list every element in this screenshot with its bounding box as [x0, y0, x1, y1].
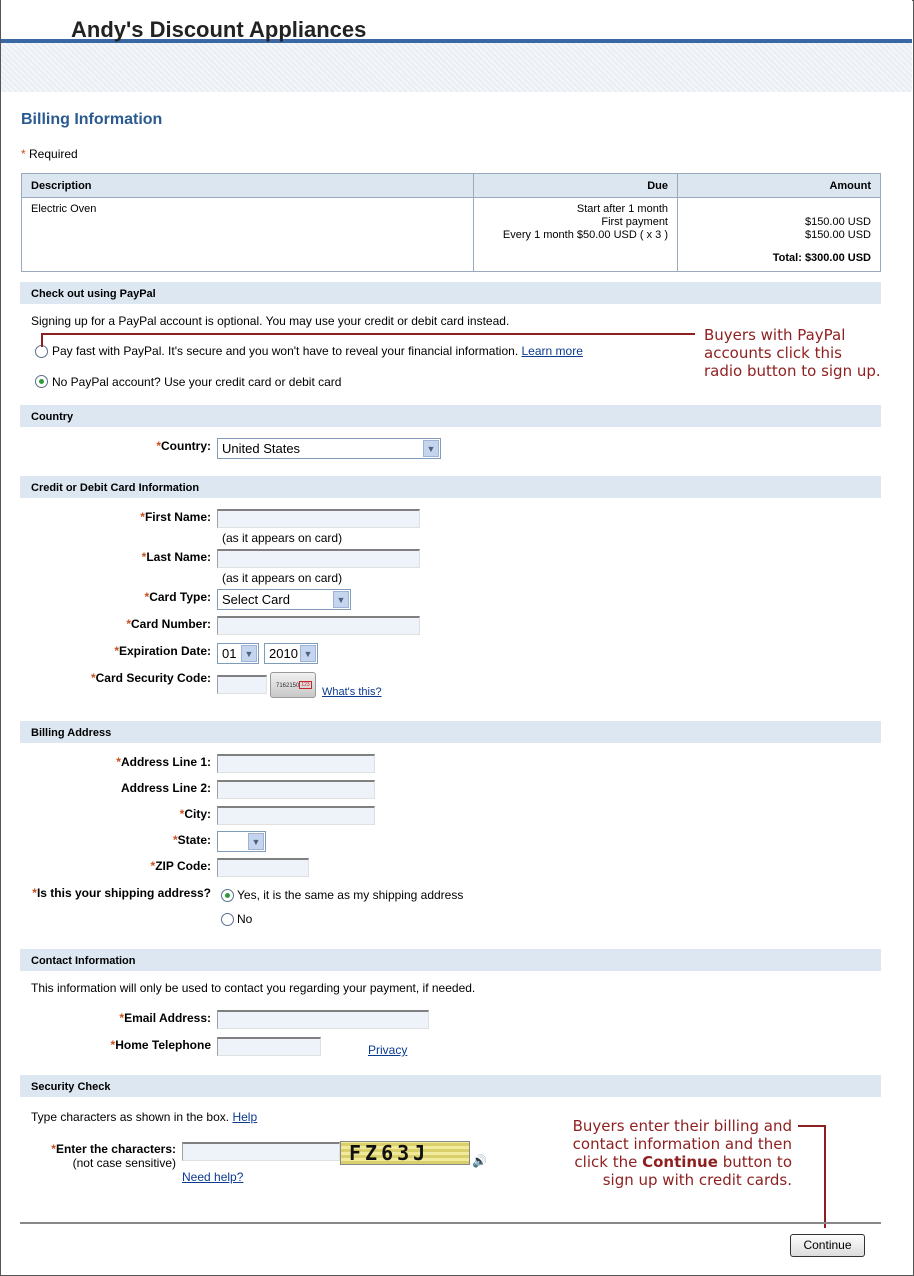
credit-card-icon: 7162150 123 — [270, 672, 316, 698]
help-link[interactable]: Help — [232, 1110, 258, 1124]
captcha-input[interactable] — [182, 1142, 340, 1161]
paypal-annotation: Buyers with PayPal accounts click this radio button to sign up. — [704, 326, 881, 380]
card-section-header: Credit or Debit Card Information — [20, 476, 881, 498]
chevron-down-icon: ▼ — [333, 591, 349, 608]
contact-intro: This information will only be used to contact you regarding your payment, if needed. — [31, 981, 476, 995]
paypal-option-text: Pay fast with PayPal. It's secure and you won't have to reveal your financial information. Learn more — [52, 344, 583, 358]
callout-line — [41, 333, 695, 335]
col-due: Due — [474, 174, 678, 198]
card-type-label: *Card Type: — [144, 590, 211, 604]
col-description: Description — [22, 174, 474, 198]
brand-title: Andy's Discount Appliances — [71, 17, 367, 42]
item-due: Start after 1 month First payment Every 1 month $50.00 USD ( x 3 ) — [474, 198, 678, 272]
card-option-radio[interactable] — [35, 375, 48, 388]
address1-input[interactable] — [217, 754, 375, 773]
need-help-link[interactable]: Need help? — [182, 1170, 244, 1184]
card-option-text: No PayPal account? Use your credit card or debit card — [52, 375, 342, 389]
chevron-down-icon: ▼ — [300, 645, 316, 662]
paypal-section-header: Check out using PayPal — [20, 282, 881, 304]
card-number-input[interactable] — [217, 616, 420, 635]
card-number-label: *Card Number: — [126, 617, 211, 631]
state-label: *State: — [172, 833, 211, 847]
first-name-label: *First Name: — [140, 510, 211, 524]
chevron-down-icon: ▼ — [241, 645, 257, 662]
last-name-label: *Last Name: — [141, 550, 211, 564]
email-input[interactable] — [217, 1010, 429, 1029]
country-select[interactable]: United States ▼ — [217, 438, 441, 459]
zip-input[interactable] — [217, 858, 309, 877]
item-amount: $150.00 USD $150.00 USD Total: $300.00 USD — [678, 198, 881, 272]
callout-line — [41, 333, 43, 347]
shipping-no-text: No — [237, 912, 253, 926]
shipping-yes-text: Yes, it is the same as my shipping address — [237, 888, 464, 902]
zip-label: *ZIP Code: — [150, 859, 211, 873]
col-amount: Amount — [678, 174, 881, 198]
country-section-header: Country — [20, 405, 881, 427]
continue-button[interactable]: Continue — [790, 1234, 865, 1257]
required-note: * Required — [21, 147, 78, 161]
address2-input[interactable] — [217, 780, 375, 799]
item-description: Electric Oven — [22, 198, 474, 272]
city-input[interactable] — [217, 806, 375, 825]
security-code-label: *Card Security Code: — [90, 671, 211, 685]
security-section-header: Security Check — [20, 1075, 881, 1097]
shipping-yes-radio[interactable] — [221, 889, 234, 902]
chevron-down-icon: ▼ — [248, 833, 264, 850]
items-table — [21, 173, 881, 272]
expiration-label: *Expiration Date: — [114, 644, 211, 658]
total-amount: Total: $300.00 USD — [772, 252, 871, 264]
chevron-down-icon: ▼ — [423, 440, 439, 457]
contact-section-header: Contact Information — [20, 949, 881, 971]
privacy-link[interactable]: Privacy — [368, 1043, 408, 1057]
state-select[interactable] — [217, 831, 266, 852]
paypal-intro: Signing up for a PayPal account is optional. You may use your credit or debit card instead. — [31, 314, 510, 328]
logo-area — [668, 100, 880, 138]
captcha-label: *Enter the characters: — [51, 1142, 176, 1156]
billing-section-header: Billing Address — [20, 721, 881, 743]
case-note: (not case sensitive) — [72, 1156, 176, 1170]
shipping-no-radio[interactable] — [221, 913, 234, 926]
page-title: Billing Information — [21, 111, 163, 128]
exp-month-select[interactable]: 01 ▼ — [217, 643, 259, 664]
country-label: *Country: — [156, 439, 211, 453]
divider — [20, 1222, 881, 1224]
phone-input[interactable] — [217, 1037, 321, 1056]
security-intro: Type characters as shown in the box. Help — [31, 1110, 258, 1124]
last-name-hint: (as it appears on card) — [222, 571, 343, 585]
learn-more-link[interactable]: Learn more — [521, 344, 583, 358]
security-code-input[interactable] — [217, 675, 267, 694]
first-name-input[interactable] — [217, 509, 420, 528]
header — [1, 0, 912, 92]
whats-this-link[interactable]: What's this? — [322, 686, 382, 698]
address2-label: Address Line 2: — [120, 781, 211, 795]
speaker-icon[interactable]: 🔊 — [472, 1154, 487, 1168]
captcha-image: FZ63J — [340, 1141, 470, 1165]
table-row — [22, 198, 881, 272]
phone-label: *Home Telephone — [110, 1038, 211, 1052]
first-name-hint: (as it appears on card) — [222, 531, 343, 545]
last-name-input[interactable] — [217, 549, 420, 568]
exp-year-select[interactable]: 2010 ▼ — [264, 643, 318, 664]
card-type-select[interactable]: Select Card ▼ — [217, 589, 351, 610]
callout-line — [824, 1125, 826, 1228]
shipping-question: *Is this your shipping address? — [32, 886, 211, 900]
city-label: *City: — [179, 807, 211, 821]
address1-label: *Address Line 1: — [116, 755, 211, 769]
email-label: *Email Address: — [119, 1011, 211, 1025]
continue-annotation: Buyers enter their billing and contact information and then click the Continue button to sign up with credit cards. — [572, 1117, 792, 1189]
callout-line — [798, 1125, 825, 1127]
